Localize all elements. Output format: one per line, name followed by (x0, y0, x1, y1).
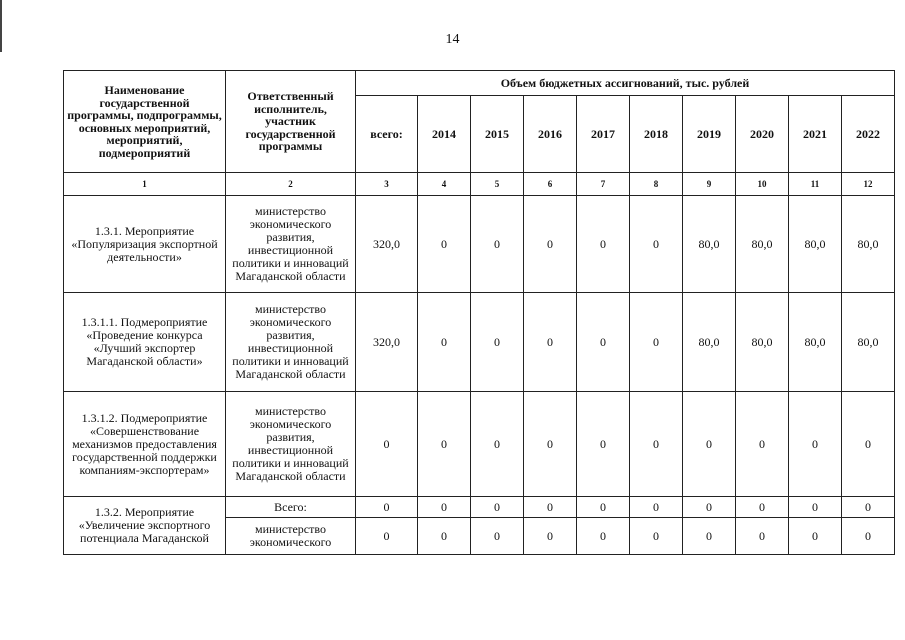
value-cell: 0 (418, 293, 471, 392)
value-cell: 0 (418, 497, 471, 518)
row-executor: министерство экономического развития, инвестиционной политики и инноваций Магаданской области (226, 293, 356, 392)
value-cell: 0 (842, 392, 895, 497)
value-cell: 80,0 (789, 293, 842, 392)
header-year: 2016 (524, 96, 577, 173)
header-year: 2015 (471, 96, 524, 173)
table-row (64, 392, 895, 497)
value-cell: 0 (418, 518, 471, 555)
value-cell: 0 (630, 196, 683, 293)
value-cell: 0 (789, 497, 842, 518)
value-cell: 0 (577, 392, 630, 497)
value-cell: 0 (630, 293, 683, 392)
row-executor: министерство экономического развития, инвестиционной политики и инноваций Магаданской области (226, 196, 356, 293)
value-cell: 80,0 (736, 293, 789, 392)
value-cell: 80,0 (842, 293, 895, 392)
value-cell: 0 (471, 497, 524, 518)
row-name: 1.3.1.2. Подмероприятие «Совершенствование механизмов предоставления государственной поддержки компаниям-экспортерам» (64, 392, 226, 497)
value-cell: 80,0 (842, 196, 895, 293)
column-number: 1 (64, 173, 226, 196)
value-cell: 80,0 (789, 196, 842, 293)
value-cell: 0 (356, 392, 418, 497)
table-row (64, 497, 895, 518)
value-cell: 0 (736, 497, 789, 518)
budget-table (63, 70, 895, 555)
value-cell: 80,0 (683, 293, 736, 392)
column-number: 8 (630, 173, 683, 196)
table-row (64, 293, 895, 392)
row-name: 1.3.1. Мероприятие «Популяризация экспортной деятельности» (64, 196, 226, 293)
value-cell: 0 (630, 518, 683, 555)
column-number: 5 (471, 173, 524, 196)
column-number: 7 (577, 173, 630, 196)
header-budget: Объем бюджетных ассигнований, тыс. рублей (356, 71, 895, 96)
value-cell: 0 (683, 392, 736, 497)
value-cell: 0 (736, 392, 789, 497)
column-number: 10 (736, 173, 789, 196)
value-cell: 0 (577, 497, 630, 518)
value-cell: 0 (842, 497, 895, 518)
header-total: всего: (356, 96, 418, 173)
value-cell: 0 (789, 392, 842, 497)
header-year: 2018 (630, 96, 683, 173)
header-year: 2017 (577, 96, 630, 173)
value-cell: 0 (356, 518, 418, 555)
row-executor: министерство экономического (226, 518, 356, 555)
value-cell: 0 (683, 518, 736, 555)
header-year: 2019 (683, 96, 736, 173)
value-cell: 80,0 (683, 196, 736, 293)
value-cell: 0 (524, 392, 577, 497)
row-name: 1.3.1.1. Подмероприятие «Проведение конкурса «Лучший экспортер Магаданской области» (64, 293, 226, 392)
value-cell: 0 (524, 518, 577, 555)
value-cell: 0 (736, 518, 789, 555)
header-year: 2021 (789, 96, 842, 173)
value-cell: 320,0 (356, 293, 418, 392)
value-cell: 0 (524, 293, 577, 392)
column-number: 9 (683, 173, 736, 196)
value-cell: 0 (789, 518, 842, 555)
value-cell: 0 (524, 497, 577, 518)
column-number: 12 (842, 173, 895, 196)
row-name: 1.3.2. Мероприятие «Увеличение экспортного потенциала Магаданской (64, 497, 226, 555)
value-cell: 0 (471, 518, 524, 555)
value-cell: 0 (630, 392, 683, 497)
value-cell: 80,0 (736, 196, 789, 293)
header-name: Наименование государственной программы, подпрограммы, основных мероприятий, мероприятий, подмероприятий (64, 71, 226, 173)
value-cell: 0 (577, 196, 630, 293)
value-cell: 0 (842, 518, 895, 555)
column-number: 3 (356, 173, 418, 196)
header-executor: Ответственный исполнитель, участник государственной программы (226, 71, 356, 173)
page-number: 14 (445, 32, 460, 47)
header-year: 2014 (418, 96, 471, 173)
row-executor: Всего: (226, 497, 356, 518)
header-year: 2022 (842, 96, 895, 173)
value-cell: 0 (418, 392, 471, 497)
value-cell: 0 (577, 518, 630, 555)
value-cell: 0 (471, 293, 524, 392)
table-row (64, 196, 895, 293)
column-number: 4 (418, 173, 471, 196)
column-number-row (64, 173, 895, 196)
column-number: 2 (226, 173, 356, 196)
value-cell: 320,0 (356, 196, 418, 293)
value-cell: 0 (356, 497, 418, 518)
value-cell: 0 (524, 196, 577, 293)
value-cell: 0 (630, 497, 683, 518)
value-cell: 0 (418, 196, 471, 293)
row-executor: министерство экономического развития, инвестиционной политики и инноваций Магаданской области (226, 392, 356, 497)
value-cell: 0 (471, 392, 524, 497)
column-number: 6 (524, 173, 577, 196)
value-cell: 0 (471, 196, 524, 293)
value-cell: 0 (577, 293, 630, 392)
column-number: 11 (789, 173, 842, 196)
header-year: 2020 (736, 96, 789, 173)
value-cell: 0 (683, 497, 736, 518)
header-row (64, 71, 895, 96)
